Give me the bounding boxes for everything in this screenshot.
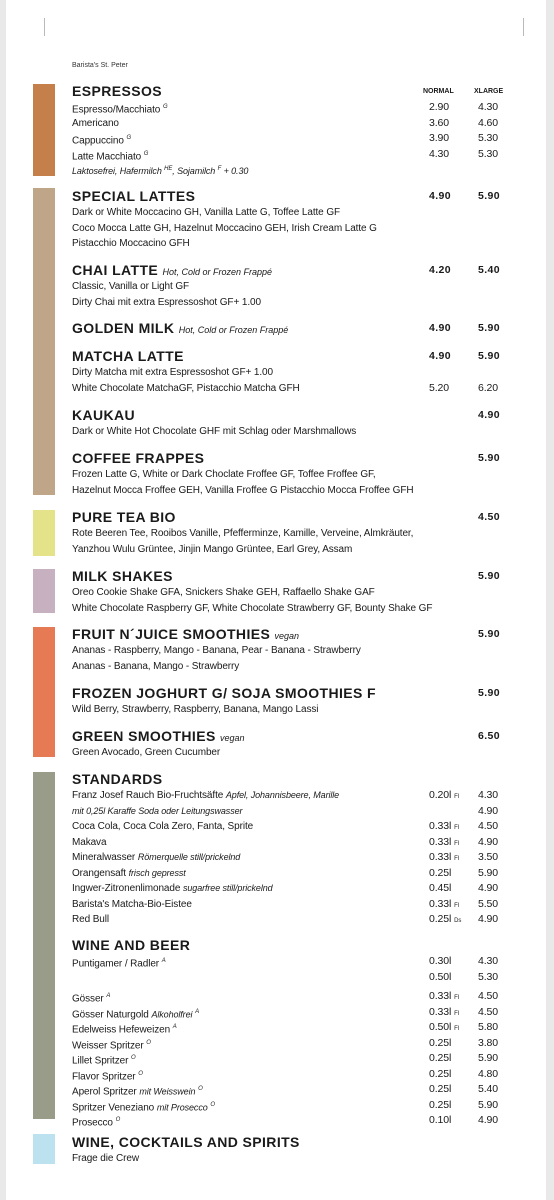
allergen-code: A [195,1008,199,1015]
section-title: GOLDEN MILK [72,320,175,336]
section-title: MILK SHAKES [72,568,173,584]
item-name: Spritzer Veneziano [72,1101,155,1113]
section-milk-shakes [72,568,512,616]
coffee-color-bar [33,188,55,495]
price-normal: 2.90 [429,101,450,113]
item-name: Mineralwasser [72,852,136,863]
section-title: COFFEE FRAPPES [72,450,205,466]
allergen-code: O [115,1117,121,1123]
section-subtitle: vegan [219,733,245,743]
item-description: Alkoholfrei [151,1008,193,1019]
volume: 0.25l [429,1036,452,1049]
item-line: Dirty Matcha mit extra Espressoshot GF+ 1.00 [72,367,273,378]
tea-color-bar [33,510,55,556]
section-title: KAUKAU [72,407,136,423]
volume: 0.25l [429,866,452,879]
price-normal: 4.20 [429,264,452,276]
price-xlarge: 5.90 [478,687,501,699]
price: 3.50 [478,851,499,863]
item-name: Weisser Spritzer [72,1039,144,1051]
allergen-code: O [146,1039,151,1046]
volume: 0.25l [429,1067,452,1080]
volume: 0.25l [429,1052,452,1064]
menu-item [72,804,512,820]
standards-color-bar [33,772,55,1119]
menu-item [72,1113,512,1129]
price-xlarge: 5.90 [478,628,501,640]
item-description: mit Prosecco [156,1101,208,1112]
menu-item [72,912,512,928]
menu-item [72,1067,512,1083]
section-spirits [72,1134,512,1167]
section-title: SPECIAL LATTES [72,188,196,204]
price-normal: 4.90 [429,190,452,202]
item-line: Coco Mocca Latte GH, Hazelnut Moccacino GEH, Irish Cream Latte G [72,222,377,234]
item-name: Lillet Spritzer [72,1055,129,1067]
container-unit: Fl [454,840,459,847]
price: 4.90 [478,1114,499,1126]
volume: 0.10l [429,1114,452,1126]
item-name: Ingwer-Zitronenlimonade [72,883,181,894]
volume: 0.50l [429,970,452,983]
allergen-code: A [161,958,166,964]
volume: 0.33l Fl [429,1005,459,1018]
section-title: ESPRESSOS [72,83,162,99]
section-golden-milk [72,320,512,337]
item-name: Puntigamer / Radler [72,958,160,970]
allergen-code: O [210,1101,215,1108]
section-green-smoothies [72,728,512,761]
menu-item [72,989,512,1005]
allergen-code: O [131,1055,136,1061]
allergen-code: A [106,993,111,999]
menu-item [72,1005,512,1021]
spirits-color-bar [33,1134,55,1164]
price-normal: 3.90 [429,132,450,144]
price-xlarge: 5.40 [478,264,501,276]
item-line: Pistacchio Moccacino GFH [72,238,190,249]
item-name: Orangensaft [72,867,126,879]
section-title: WINE AND BEER [72,937,191,953]
volume: 0.33l Fl [429,820,459,832]
item-line: White Chocolate MatchaGF, Pistacchio Matcha GFH [72,382,300,394]
section-title: FRUIT N´JUICE SMOOTHIES [72,626,271,642]
item-line: Frozen Latte G, White or Dark Choclate Froffee GF, Toffee Froffee GF, [72,469,376,480]
item-line: Green Avocado, Green Cucumber [72,747,221,758]
price-xlarge: 4.50 [478,511,501,523]
item-name: Franz Josef Rauch Bio-Fruchtsäfte [72,790,224,801]
price-xlarge: 5.90 [478,190,501,202]
item-name: Prosecco [72,1117,113,1129]
volume: 0.25l [429,1083,452,1095]
shakes-color-bar [33,569,55,613]
section-title: GREEN SMOOTHIES [72,728,216,744]
price: 4.90 [478,882,499,894]
menu-item [72,788,512,804]
section-kaukau [72,407,512,440]
section-title: MATCHA LATTE [72,348,184,364]
menu-page [6,0,546,1200]
menu-item [72,1098,512,1114]
price-normal: 4.90 [429,322,452,334]
volume: 0.33l Fl [429,990,459,1002]
price-xlarge: 6.20 [478,381,499,394]
section-subtitle: Hot, Cold or Frozen Frappé [178,325,289,335]
menu-item [72,970,512,986]
price: 5.90 [478,1052,499,1064]
menu-item [72,850,512,866]
item-name: Edelweiss Hefeweizen [72,1024,171,1036]
menu-item [72,835,512,851]
section-subtitle: vegan [274,631,300,641]
price: 5.30 [478,970,499,983]
menu-item [72,954,512,970]
item-line: Classic, Vanilla or Light GF [72,281,190,292]
container-unit: Fl [454,825,459,831]
volume: 0.33l Fl [429,835,459,848]
column-normal-header: NORMAL [423,88,454,95]
allergen-code: G [162,104,168,110]
allergen-code: G [143,150,149,157]
price-xlarge: 5.30 [478,147,499,160]
menu-item [72,1051,512,1067]
price-xlarge: 4.90 [478,409,501,421]
section-espressos: ESPRESSOS Espresso/Macchiato $^G$ 2.90 4.30 Americano 3.60 4.60 Cappuccino $^G$ 3.90 5.30 Latte Macchiato $^G$ 4.30 5.30 Laktosefrei, Hafermilch $^{HE}$, Sojamilch $^F$ + 0.30 [72,83,512,178]
menu-item [72,897,512,913]
section-title: FROZEN JOGHURT G/ SOJA SMOOTHIES F [72,685,376,701]
price: 5.80 [478,1021,499,1033]
section-subtitle: Hot, Cold or Frozen Frappé [162,267,273,277]
price: 4.30 [478,789,499,801]
price: 4.50 [478,820,499,832]
price-xlarge: 6.50 [478,730,501,742]
container-unit: Fl [454,995,459,1001]
item-line: Wild Berry, Strawberry, Raspberry, Banana, Mango Lassi [72,704,319,715]
volume: 0.25l [429,1098,452,1111]
price-xlarge: 5.90 [478,322,501,334]
item-name: Espresso/Macchiato [72,104,161,116]
item-line: Dirty Chai mit extra Espressoshot GF+ 1.00 [72,296,261,308]
volume: 0.33l Fl [429,851,459,863]
item-line: Frage die Crew [72,1153,139,1164]
price-normal: 5.20 [429,381,450,394]
allergen-code: O [138,1070,143,1077]
section-title: CHAI LATTE [72,262,159,278]
volume: 0.30l [429,955,452,967]
allergen-code: A [172,1024,177,1030]
section-title: WINE, COCKTAILS AND SPIRITS [72,1134,300,1150]
volume: 0.45l [429,882,452,894]
price-xlarge: 5.90 [478,350,501,362]
section-special-lattes [72,188,512,252]
volume: 0.20l Fl [429,789,459,801]
price-normal: 4.90 [429,350,452,362]
item-name: Gösser Naturgold [72,1008,149,1020]
section-standards [72,771,512,928]
price: 5.90 [478,1098,499,1111]
container-unit: Ds [454,918,462,924]
price: 5.90 [478,866,499,879]
price: 5.50 [478,897,499,910]
section-pure-tea [72,509,512,557]
item-description: mit 0,25l Karaffe Soda oder Leitungswasser [72,805,243,816]
item-line: Hazelnut Mocca Froffee GEH, Vanilla Froffee G Pistacchio Mocca Froffee GFH [72,484,414,496]
container-unit: Fl [454,902,459,909]
item-name: Gösser [72,993,104,1005]
menu-item [72,819,512,835]
section-matcha-latte [72,348,512,396]
container-unit: Fl [454,856,459,862]
item-name: Americano [72,117,119,129]
item-name: Makava [72,836,107,848]
price: 4.50 [478,1005,499,1018]
section-chai-latte [72,262,512,310]
item-description: Apfel, Johannisbeere, Marille [225,790,340,800]
item-name: Aperol Spritzer [72,1086,137,1098]
container-unit: Fl [454,1026,459,1032]
price: 4.50 [478,990,499,1002]
price-xlarge: 5.30 [478,132,499,144]
price-xlarge: 4.60 [478,116,499,129]
item-name: Flavor Spritzer [72,1070,136,1082]
price-normal: 4.30 [429,147,450,160]
item-line: Dark or White Moccacino GH, Vanilla Latte G, Toffee Latte GF [72,207,341,218]
price: 5.40 [478,1083,499,1095]
item-description: Römerquelle still/prickelnd [137,852,241,862]
price: 4.90 [478,835,499,848]
menu-item [72,881,512,897]
column-xlarge-header: XLARGE [474,88,504,95]
menu-item [72,866,512,882]
price: 4.30 [478,955,499,967]
volume: 0.50l Fl [429,1021,459,1033]
menu-item [72,1036,512,1052]
item-line: Dark or White Hot Chocolate GHF mit Schlag oder Marshmallows [72,426,357,437]
container-unit: Fl [454,1010,459,1017]
menu-item [72,100,512,116]
item-description: mit Weisswein [139,1086,196,1097]
menu-item [72,131,512,147]
section-title: PURE TEA BIO [72,509,176,525]
section-fruit-juice [72,626,512,674]
section-wine-beer [72,937,512,1129]
item-line: Ananas - Banana, Mango - Strawberry [72,660,240,672]
item-description: frisch gepresst [128,867,186,878]
volume: 0.33l Fl [429,897,459,910]
container-unit: Fl [454,794,459,800]
price: 4.90 [478,804,499,817]
item-line: Ananas - Raspberry, Mango - Banana, Pear - Banana - Strawberry [72,645,361,656]
item-line: Yanzhou Wulu Grüntee, Jinjin Mango Grüntee, Earl Grey, Assam [72,543,353,555]
menu-item [72,116,512,132]
item-line: Rote Beeren Tee, Rooibos Vanille, Pfefferminze, Kamille, Verveine, Almkräuter, [72,528,414,539]
item-name: Barista's Matcha-Bio-Eistee [72,898,192,910]
price: 4.80 [478,1067,499,1080]
crop-mark-right [523,18,524,36]
section-coffee-frappes [72,450,512,498]
brand-name: Barista's St. Peter [72,62,128,69]
item-name: Coca Cola, Coca Cola Zero, Fanta, Sprite [72,821,254,832]
item-name: Red Bull [72,914,109,925]
crop-mark-left [44,18,45,36]
section-title: STANDARDS [72,771,163,787]
item-description: sugarfree still/prickelnd [183,883,273,893]
item-name: Latte Macchiato [72,150,142,162]
item-line: White Chocolate Raspberry GF, White Chocolate Strawberry GF, Bounty Shake GF [72,602,433,614]
price: 4.90 [478,913,499,925]
espresso-color-bar [33,84,55,176]
item-line: Oreo Cookie Shake GFA, Snickers Shake GEH, Raffaello Shake GAF [72,587,375,598]
menu-item [72,147,512,163]
price: 3.80 [478,1036,499,1049]
price-normal: 3.60 [429,116,450,129]
allergen-code: G [126,135,132,141]
price-xlarge: 5.90 [478,452,501,464]
section-frozen-joghurt [72,685,512,718]
item-name: Cappuccino [72,135,124,147]
volume: 0.25l Ds [429,913,462,925]
smoothies-color-bar [33,627,55,757]
price-xlarge: 5.90 [478,570,501,582]
price-xlarge: 4.30 [478,101,499,113]
menu-item [72,1082,512,1098]
allergen-code: O [198,1086,203,1092]
menu-item [72,1020,512,1036]
